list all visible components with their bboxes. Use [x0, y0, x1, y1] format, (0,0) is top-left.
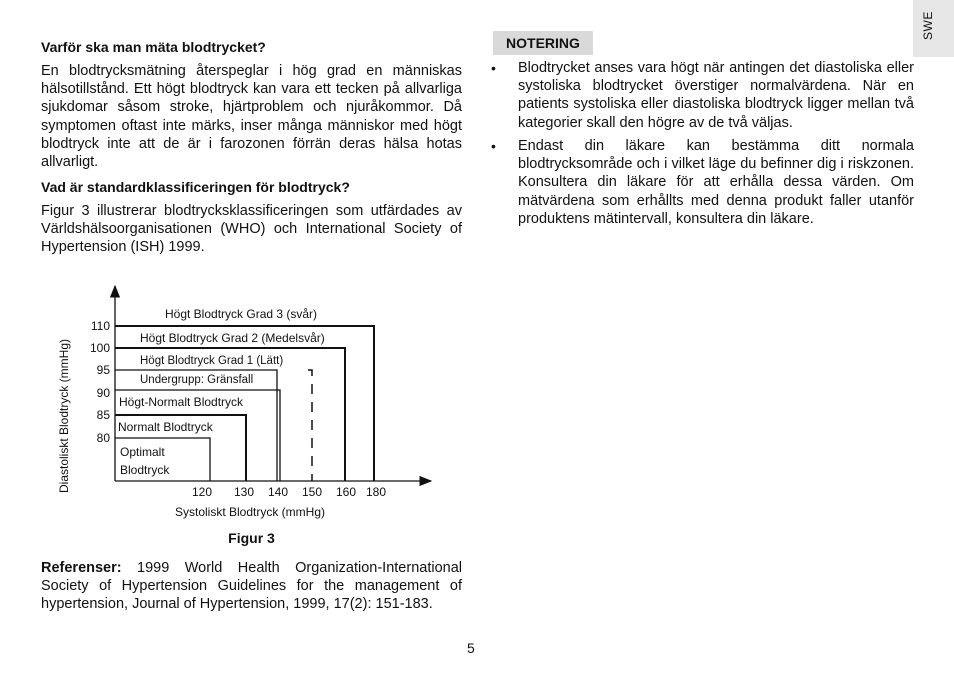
language-tab-label: SWE	[921, 11, 935, 40]
paragraph-why-measure: En blodtrycksmätning återspeglar i hög grad en människas hälsotillstånd. Ett högt blodtryck kan vara ett tecken på allvarliga sjukdomar såsom stroke, hjärtproblem och njuråkommor. Då symptomen oftast inte märks, inser många människor med högt blodtryck inte att de är i farozonen förrän deras hälsa hotas allvarligt.	[41, 63, 462, 171]
label-borderline: Undergrupp: Gränsfall	[140, 374, 254, 386]
note-bullet-2: Endast din läkare kan bestämma ditt normala blodtrycksområde och i vilket läge du befinner dig i riskzonen. Konsultera din läkare för att erhålla dessa värden. Om mätvärdena som erhållts med denna produkt faller utanför produktens mätintervall, konsultera din läkare.	[518, 138, 914, 227]
y-tick-110: 110	[90, 319, 110, 333]
heading-classification: Vad är standardklassificeringen för blodtryck?	[41, 179, 350, 195]
label-optimal-line2: Blodtryck	[120, 463, 170, 477]
borderline-dashed	[308, 370, 312, 481]
y-tick-80: 80	[96, 431, 110, 445]
label-normal: Normalt Blodtryck	[118, 420, 213, 434]
references-text: 1999 World Health Organization-International Society of Hypertension Guidelines for the management of hypertension, Journal of Hypertension, 1999, 17(2): 151-183.	[41, 560, 462, 613]
heading-why-measure: Varför ska man mäta blodtrycket?	[41, 39, 266, 55]
label-high-normal: Högt-Normalt Blodtryck	[119, 395, 244, 409]
x-tick-160: 160	[335, 485, 357, 499]
note-bullet-1: Blodtrycket anses vara högt när antingen det diastoliska eller systoliska blodtrycket överstiger normalvärdena. När en patients systoliska eller diastoliska blodtryck ligger mellan två kategorier skall den högre av de två väljas.	[518, 60, 914, 131]
x-axis-label: Systoliskt Blodtryck (mmHg)	[174, 505, 326, 519]
paragraph-classification: Figur 3 illustrerar blodtrycksklassificeringen som utfärdades av Världshälsoorganisationen (WHO) och International Society of Hypertension (ISH) 1999.	[41, 203, 462, 256]
page-number: 5	[467, 640, 475, 656]
label-grade2: Högt Blodtryck Grad 2 (Medelsvår)	[140, 331, 325, 345]
bullet-1-glyph: •	[491, 60, 496, 76]
language-tab	[913, 0, 954, 57]
label-grade3: Högt Blodtryck Grad 3 (svår)	[165, 307, 318, 321]
figure-caption: Figur 3	[228, 530, 275, 546]
references	[41, 559, 462, 614]
references-label: Referenser:	[41, 560, 122, 576]
label-optimal-line1: Optimalt	[120, 445, 165, 459]
y-tick-95: 95	[96, 363, 110, 377]
x-tick-120: 120	[191, 485, 213, 499]
y-tick-85: 85	[96, 408, 110, 422]
bullet-2-glyph: •	[491, 138, 496, 154]
x-tick-140: 140	[267, 485, 289, 499]
y-tick-90: 90	[96, 386, 110, 400]
bp-classification-chart	[50, 280, 450, 525]
x-tick-180: 180	[365, 485, 387, 499]
label-grade1: Högt Blodtryck Grad 1 (Lätt)	[140, 355, 284, 367]
x-tick-150: 150	[301, 485, 323, 499]
note-badge: NOTERING	[493, 31, 593, 55]
y-tick-100: 100	[89, 341, 110, 355]
y-axis-label: Diastoliskt Blodtryck (mmHg)	[57, 338, 71, 494]
x-tick-130: 130	[233, 485, 255, 499]
